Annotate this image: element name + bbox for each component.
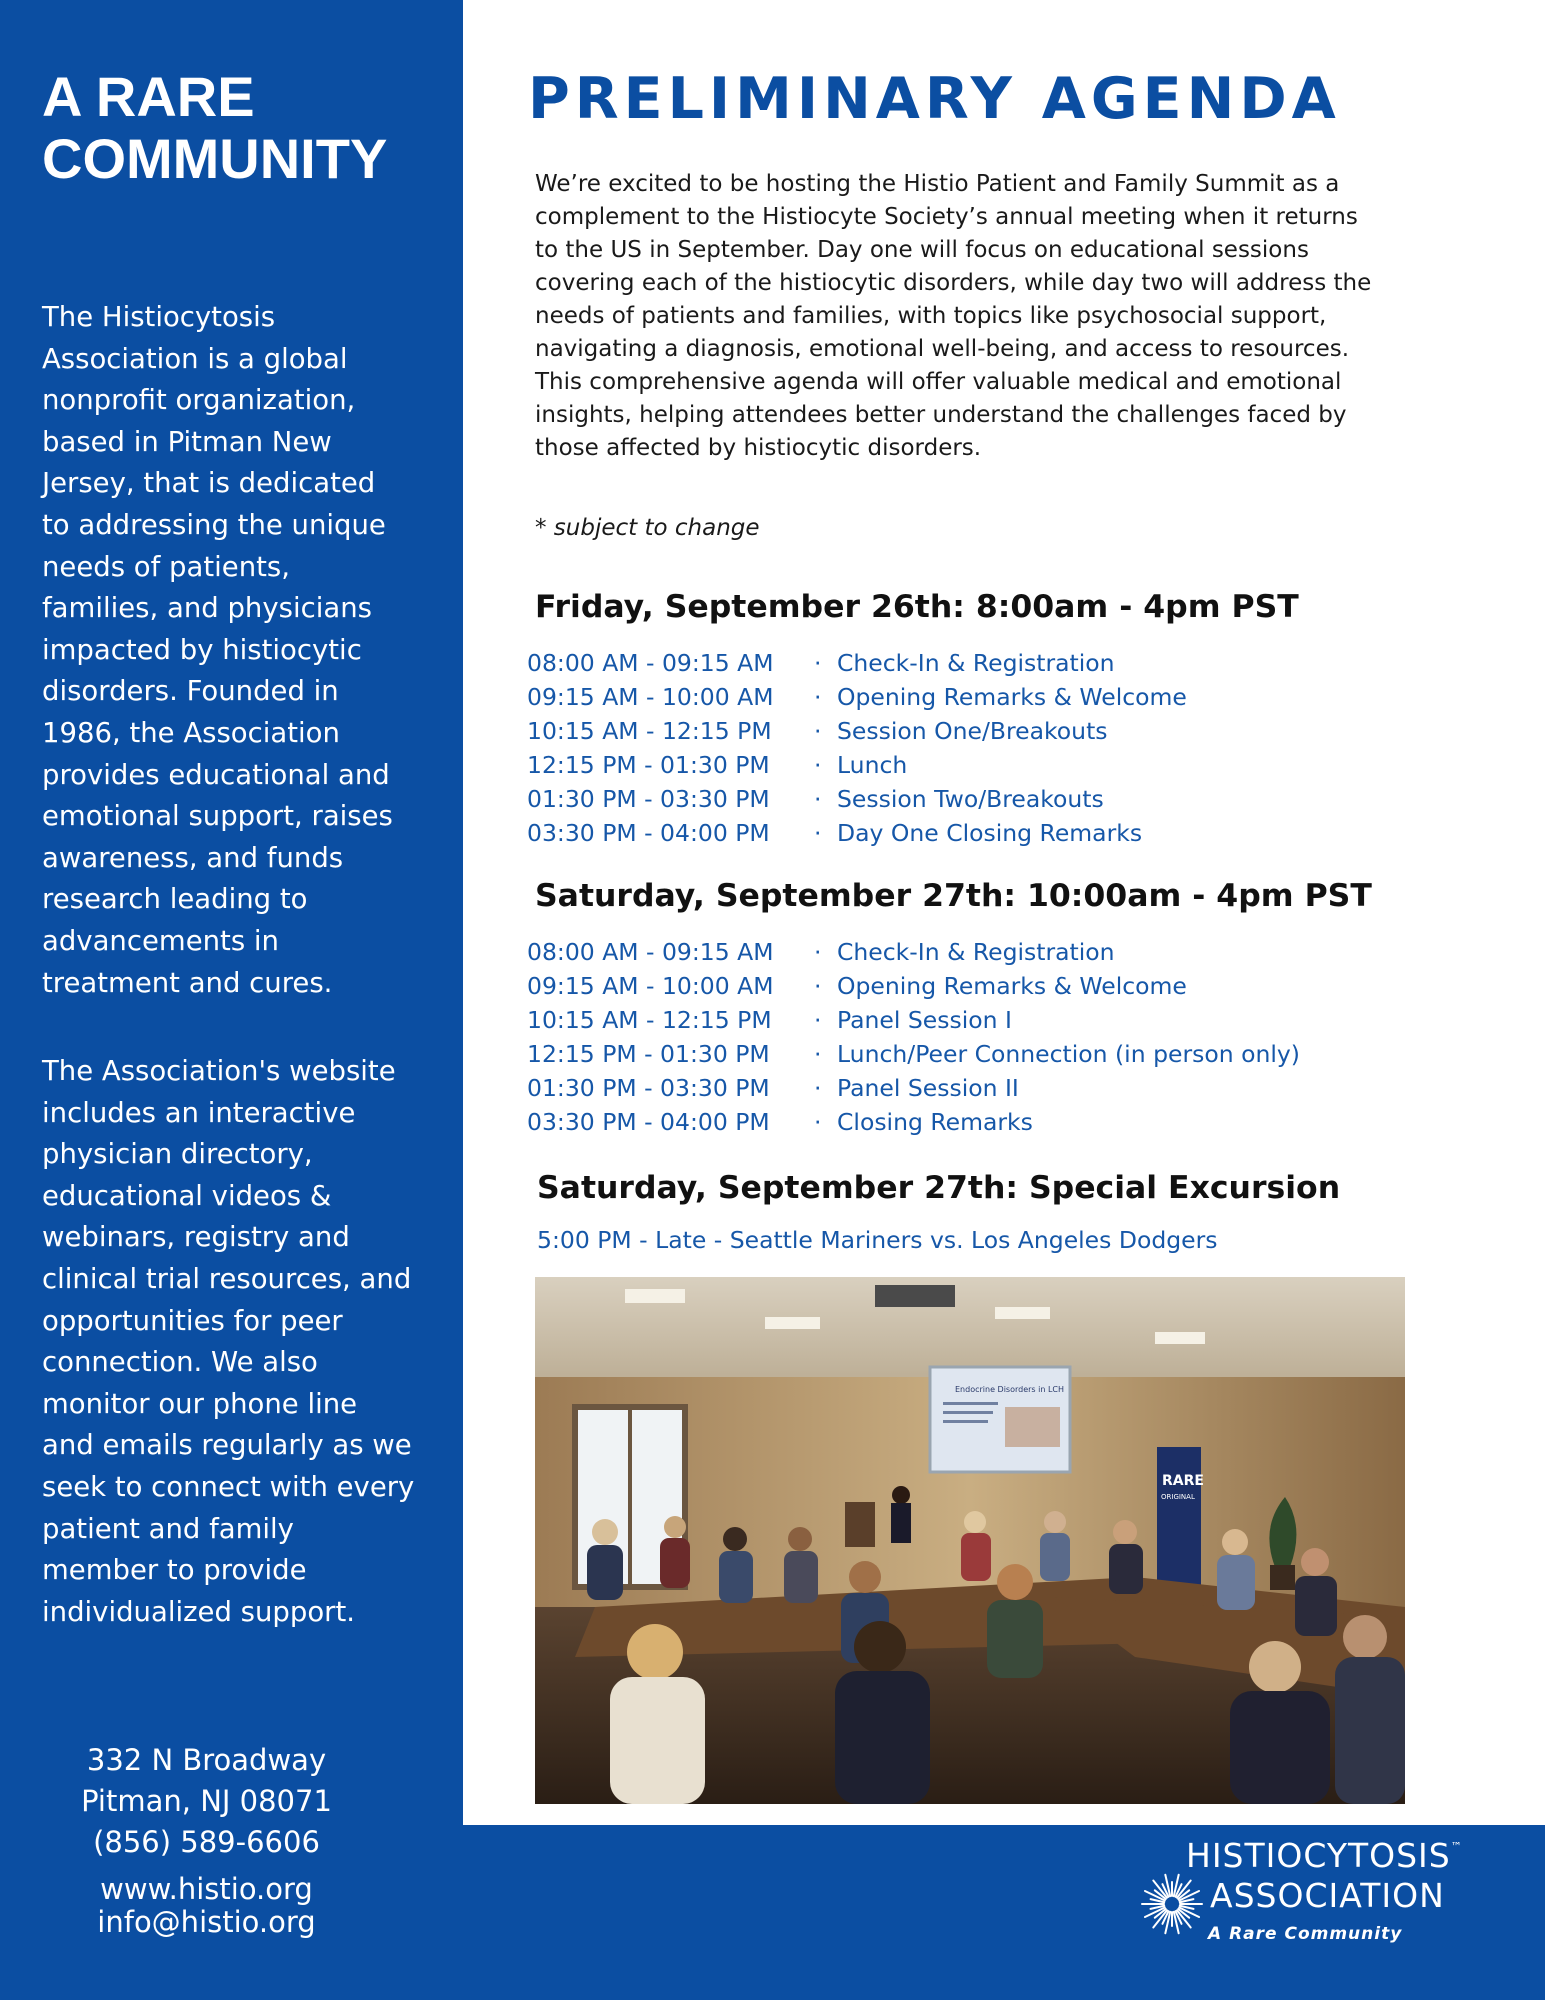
schedule-activity: Session One/Breakouts (837, 717, 1108, 745)
schedule-time: 10:15 AM - 12:15 PM (527, 1006, 772, 1034)
schedule-activity: Check-In & Registration (837, 649, 1115, 677)
schedule-time: 03:30 PM - 04:00 PM (527, 819, 770, 847)
intro-paragraph: We’re excited to be hosting the Histio Patient and Family Summit as a complement to the Histiocyte Society’s annual meeting when it returns to the US in September. Day one will focus on educational sessions covering each of the histiocytic disorders, while day two will address the needs of patients and families, with topics like psychosocial support, navigating a diagnosis, emotional well-being, and access to resources. This comprehensive agenda will offer valuable medical and emotional insights, helping attendees better understand the challenges faced by those affected by histiocytic disorders. (535, 171, 1372, 461)
sidebar (0, 0, 463, 2000)
contact-online (0, 1873, 413, 1939)
logo-line-2: ASSOCIATION (1210, 1876, 1445, 1915)
subject-to-change-note: * subject to change (535, 515, 760, 541)
logo-word-histiocytosis: HISTIOCYTOSIS (1186, 1836, 1451, 1875)
schedule-activity: Session Two/Breakouts (837, 785, 1104, 813)
conference-photo (535, 1277, 1405, 1804)
day1-schedule (527, 649, 1427, 853)
schedule-row (527, 938, 1427, 972)
day2-schedule (527, 938, 1427, 1142)
contact-address (0, 1740, 413, 1863)
schedule-time: 09:15 AM - 10:00 AM (527, 972, 774, 1000)
sidebar-title: A RARE COMMUNITY (42, 65, 388, 190)
about-paragraph: The Histiocytosis Association is a global nonprofit organization, based in Pitman New Jersey, that is dedicated to addressing the unique needs of patients, families, and physicians impacted by histiocytic disorders. Founded in 1986, the Association provides educational and emotional support, raises awareness, and funds research leading to advancements in treatment and cures. (42, 301, 393, 999)
schedule-separator: · (814, 1006, 822, 1034)
website-paragraph: The Association's website includes an interactive physician directory, educational videos & webinars, registry and clinical trial resources, and opportunities for peer connection. We also monitor our phone line and emails regularly as we seek to connect with every patient and family member to provide individualized support. (42, 1055, 415, 1628)
excursion-heading: Saturday, September 27th: Special Excursion (537, 1170, 1341, 1206)
schedule-time: 08:00 AM - 09:15 AM (527, 649, 774, 677)
conference-room-illustration (535, 1277, 1405, 1804)
schedule-activity: Panel Session II (837, 1074, 1019, 1102)
schedule-separator: · (814, 819, 822, 847)
email-link[interactable]: info@histio.org (97, 1905, 316, 1939)
schedule-time: 12:15 PM - 01:30 PM (527, 1040, 770, 1068)
logo-line-1 (1186, 1836, 1463, 1875)
trademark-symbol: ™ (1450, 1840, 1463, 1853)
schedule-time: 12:15 PM - 01:30 PM (527, 751, 770, 779)
schedule-activity: Opening Remarks & Welcome (837, 683, 1187, 711)
schedule-separator: · (814, 1108, 822, 1136)
schedule-row (527, 1108, 1427, 1142)
schedule-separator: · (814, 1040, 822, 1068)
schedule-row (527, 785, 1427, 819)
schedule-activity: Lunch (837, 751, 908, 779)
schedule-time: 03:30 PM - 04:00 PM (527, 1108, 770, 1136)
schedule-separator: · (814, 649, 822, 677)
schedule-time: 01:30 PM - 03:30 PM (527, 785, 770, 813)
website-link[interactable]: www.histio.org (100, 1872, 313, 1906)
schedule-separator: · (814, 938, 822, 966)
schedule-row (527, 1040, 1427, 1074)
banner-text: RARE (1162, 1473, 1204, 1489)
city-address: Pitman, NJ 08071 (81, 1784, 332, 1818)
schedule-row (527, 819, 1427, 853)
schedule-activity: Check-In & Registration (837, 938, 1115, 966)
schedule-row (527, 717, 1427, 751)
schedule-separator: · (814, 751, 822, 779)
street-address: 332 N Broadway (86, 1743, 327, 1777)
slide-title: Endocrine Disorders in LCH (955, 1385, 1065, 1394)
histiocytosis-association-logo (1140, 1832, 1480, 1982)
schedule-time: 10:15 AM - 12:15 PM (527, 717, 772, 745)
phone-number: (856) 589-6606 (93, 1825, 320, 1859)
schedule-row (527, 683, 1427, 717)
schedule-time: 01:30 PM - 03:30 PM (527, 1074, 770, 1102)
schedule-row (527, 1074, 1427, 1108)
schedule-activity: Day One Closing Remarks (837, 819, 1143, 847)
schedule-row (527, 751, 1427, 785)
schedule-separator: · (814, 717, 822, 745)
schedule-time: 09:15 AM - 10:00 AM (527, 683, 774, 711)
excursion-line: 5:00 PM - Late - Seattle Mariners vs. Los Angeles Dodgers (537, 1226, 1218, 1254)
schedule-separator: · (814, 972, 822, 1000)
day2-heading: Saturday, September 27th: 10:00am - 4pm PST (535, 878, 1372, 914)
schedule-activity: Opening Remarks & Welcome (837, 972, 1187, 1000)
schedule-row (527, 1006, 1427, 1040)
logo-tagline: A Rare Community (1208, 1924, 1403, 1944)
schedule-separator: · (814, 1074, 822, 1102)
schedule-row (527, 649, 1427, 683)
page-title: PRELIMINARY AGENDA (528, 66, 1341, 132)
banner-subtext: ORIGINAL (1161, 1493, 1195, 1501)
sunburst-icon (1140, 1872, 1204, 1936)
schedule-row (527, 972, 1427, 1006)
schedule-time: 08:00 AM - 09:15 AM (527, 938, 774, 966)
schedule-activity: Closing Remarks (837, 1108, 1033, 1136)
schedule-separator: · (814, 683, 822, 711)
schedule-activity: Lunch/Peer Connection (in person only) (837, 1040, 1300, 1068)
day1-heading: Friday, September 26th: 8:00am - 4pm PST (535, 589, 1299, 625)
schedule-separator: · (814, 785, 822, 813)
schedule-activity: Panel Session I (837, 1006, 1012, 1034)
